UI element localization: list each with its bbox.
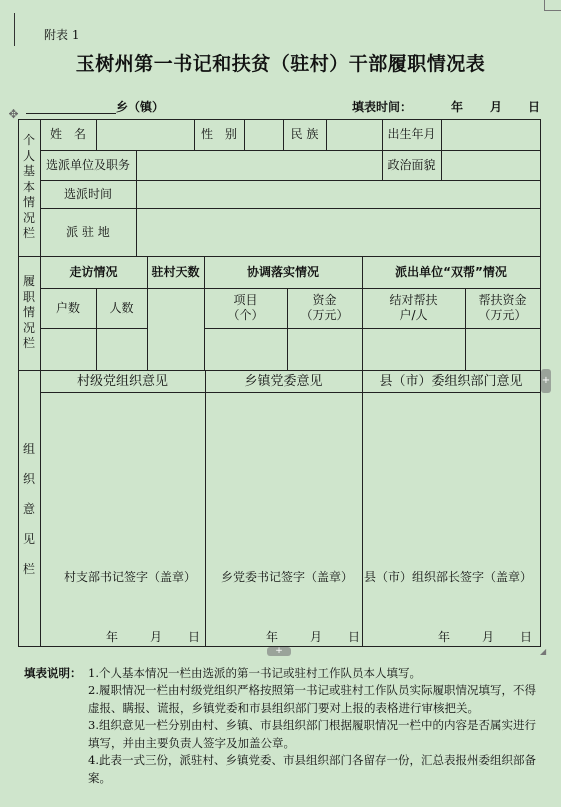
instruction-item: 3.组织意见一栏分别由村、乡镇、市县组织部门根据履职情况一栏中的内容是否属实进行填写，并由主要负责人签字及加盖公章。 <box>88 718 536 750</box>
fill-year: 年 <box>451 100 464 114</box>
gender-field[interactable] <box>244 119 283 150</box>
unit-position-field[interactable] <box>136 150 382 180</box>
station-label: 派 驻 地 <box>66 224 110 239</box>
town-sign-label: 乡党委书记签字（盖章） <box>221 570 354 584</box>
unit-position-label: 选派单位及职务 <box>45 157 130 172</box>
section-label-duty: 履 职 情 况 栏 <box>22 274 35 351</box>
name-field[interactable] <box>96 119 194 150</box>
section-label-personal: 个 人 基 本 情 况 栏 <box>22 133 35 241</box>
page-title: 玉树州第一书记和扶贫（驻村）干部履职情况表 <box>75 53 486 75</box>
fill-month: 月 <box>490 100 503 114</box>
county-date-day: 日 <box>520 630 533 644</box>
days-header: 驻村天数 <box>151 264 200 279</box>
dispatch-time-label: 选派时间 <box>63 186 112 201</box>
birth-field[interactable] <box>441 119 540 150</box>
village-date-month: 月 <box>150 630 163 644</box>
village-opinion-header: 村级党组织意见 <box>76 373 168 389</box>
birth-label: 出生年月 <box>387 127 436 141</box>
fill-time-label: 填表时间： <box>352 100 413 114</box>
paired-header: 结对帮扶 户/人 <box>389 293 438 322</box>
village-date-year: 年 <box>106 630 119 644</box>
table-expand-right-icon[interactable]: + <box>541 369 551 393</box>
funds-header: 资金 （万元） <box>300 293 349 322</box>
ethnicity-label: 民 族 <box>290 127 319 141</box>
households-header: 户数 <box>55 300 80 315</box>
section-label-opinion: 组 织 意 见 栏 <box>22 441 35 576</box>
coordination-header: 协调落实情况 <box>246 264 319 279</box>
table-move-handle-icon[interactable]: ✥ <box>8 107 19 121</box>
gender-label: 性 别 <box>200 127 237 141</box>
county-sign-label: 县（市）组织部长签字（盖章） <box>364 570 533 584</box>
ethnicity-field[interactable] <box>326 119 382 150</box>
village-sign-label: 村支部书记签字（盖章） <box>64 570 197 584</box>
instruction-item: 1.个人基本情况一栏由选派的第一书记或驻村工作队员本人填写。 <box>88 666 421 680</box>
annex-label: 附表 1 <box>44 28 80 42</box>
town-date-day: 日 <box>348 630 361 644</box>
political-status-label: 政治面貌 <box>387 157 436 172</box>
visits-header: 走访情况 <box>69 264 118 279</box>
projects-header: 项目 （个） <box>227 293 264 322</box>
dispatch-unit-header: 派出单位“双帮”情况 <box>395 264 507 279</box>
town-opinion-header: 乡镇党委意见 <box>244 373 323 389</box>
table-expand-bottom-icon[interactable]: + <box>267 647 291 656</box>
instructions-label: 填表说明： <box>24 666 82 680</box>
name-label: 姓 名 <box>49 127 86 141</box>
political-status-field[interactable] <box>441 150 540 180</box>
county-date-year: 年 <box>438 630 451 644</box>
township-label: 乡（镇） <box>116 100 165 114</box>
instruction-item: 2.履职情况一栏由村级党组织严格按照第一书记或驻村工作队员实际履职情况填写，不得虚报、瞒报、谎报，乡镇党委和市县组织部门要对上报的表格进行审核把关。 <box>88 683 536 715</box>
instruction-item: 4.此表一式三份，派驻村、乡镇党委、市县组织部门各留存一份，汇总表报州委组织部备案。 <box>88 753 536 785</box>
fill-day: 日 <box>528 100 541 114</box>
aid-funds-header: 帮扶资金 （万元） <box>478 293 527 322</box>
town-date-month: 月 <box>310 630 323 644</box>
county-date-month: 月 <box>482 630 495 644</box>
town-date-year: 年 <box>266 630 279 644</box>
persons-header: 人数 <box>109 300 134 315</box>
dispatch-time-field[interactable] <box>136 180 540 208</box>
village-date-day: 日 <box>188 630 201 644</box>
county-opinion-header: 县（市）委组织部门意见 <box>379 373 523 389</box>
station-field[interactable] <box>136 208 540 256</box>
table-resize-handle-icon[interactable]: ◢ <box>540 647 547 656</box>
